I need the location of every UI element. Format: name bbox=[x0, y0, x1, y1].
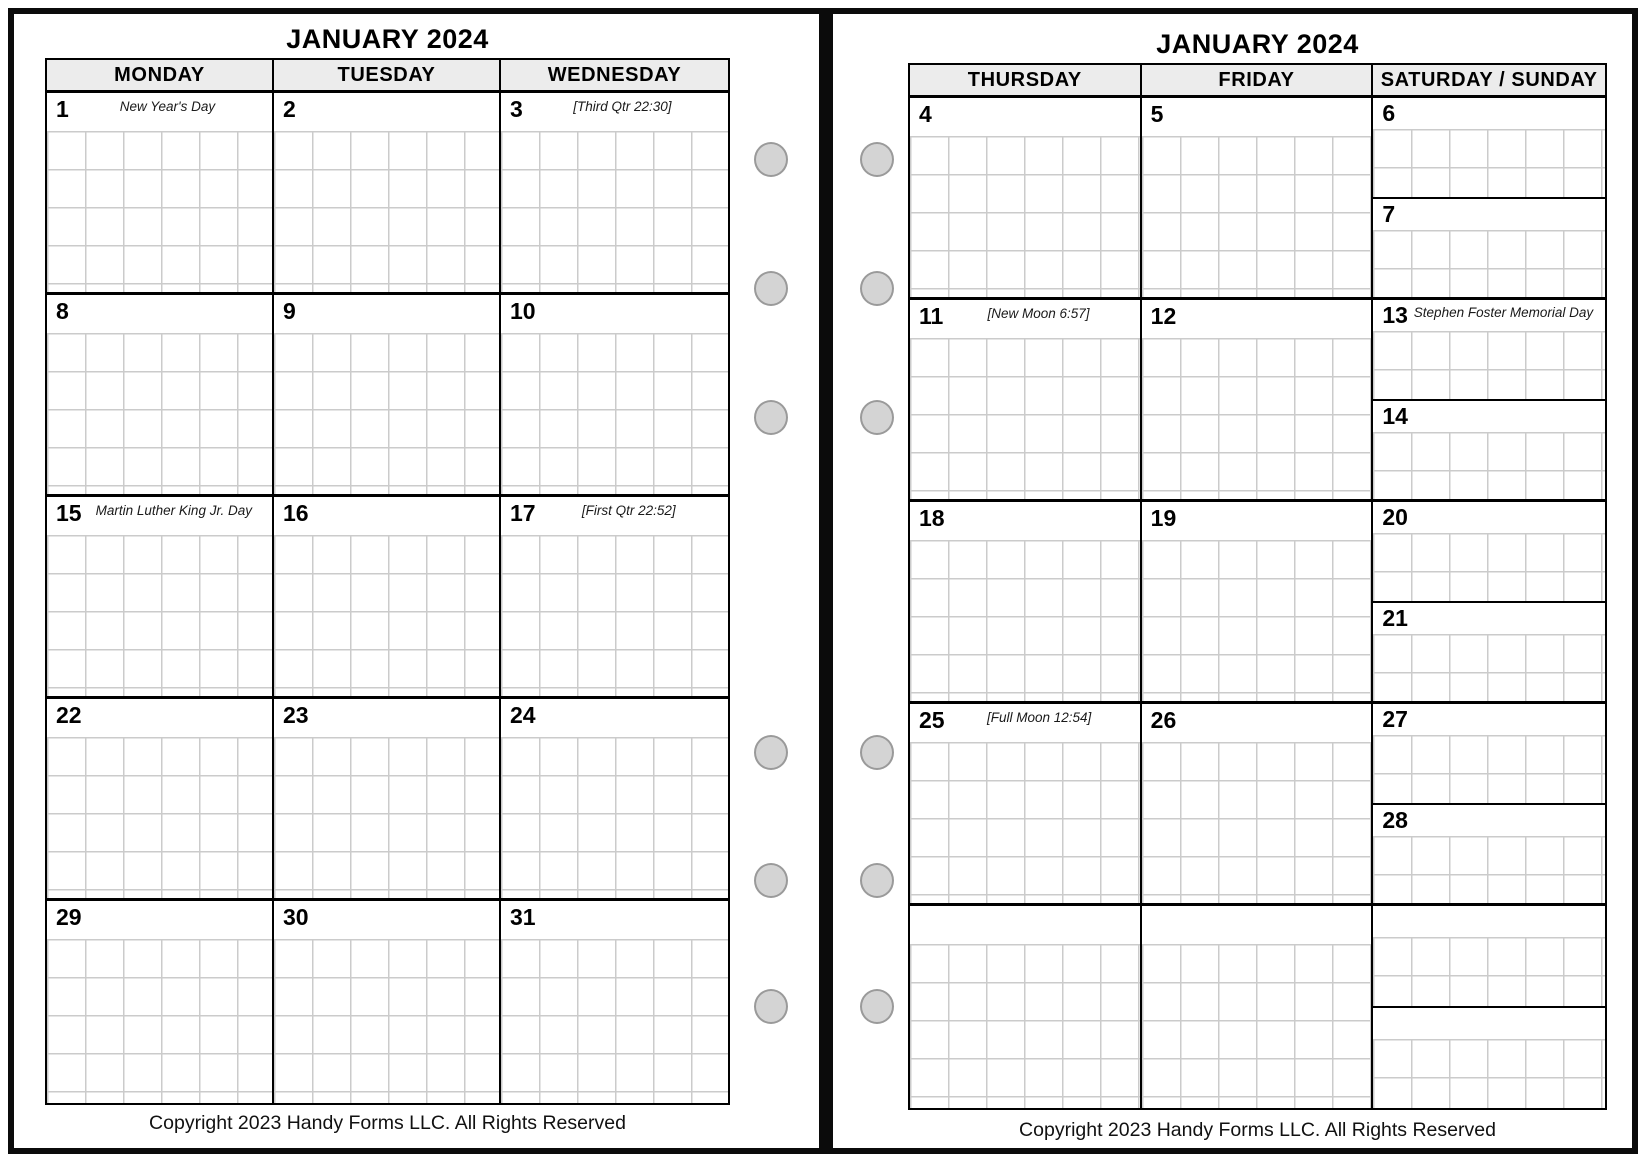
satsun-cell bbox=[1373, 906, 1605, 1108]
day-cell bbox=[1142, 300, 1374, 502]
grid-area bbox=[910, 742, 1140, 903]
day-cell bbox=[910, 502, 1142, 704]
day-number: 1 bbox=[56, 96, 69, 122]
day-cell bbox=[501, 901, 728, 1103]
copyright-line: Copyright 2023 Handy Forms LLC. All Rights Reserved bbox=[1019, 1119, 1496, 1141]
day-number: 24 bbox=[510, 702, 536, 728]
grid-area bbox=[274, 131, 499, 292]
binder-hole bbox=[860, 989, 894, 1024]
satsun-cell bbox=[1373, 704, 1605, 906]
grid-area bbox=[501, 737, 728, 898]
day-note bbox=[82, 699, 272, 705]
day-band bbox=[1373, 401, 1605, 432]
sunday-half bbox=[1373, 199, 1605, 298]
day-band bbox=[274, 93, 499, 131]
grid-area bbox=[274, 535, 499, 696]
day-note bbox=[1382, 1008, 1605, 1013]
day-number: 7 bbox=[1382, 200, 1396, 227]
day-band bbox=[274, 295, 499, 333]
day-number: 26 bbox=[1150, 707, 1177, 733]
grid-area bbox=[47, 939, 272, 1103]
day-note: Martin Luther King Jr. Day bbox=[95, 503, 252, 518]
day-number: 18 bbox=[919, 505, 945, 531]
binder-hole bbox=[860, 863, 894, 898]
day-note bbox=[536, 901, 728, 907]
day-note: [Third Qtr 22:30] bbox=[573, 99, 672, 114]
day-band bbox=[47, 93, 272, 131]
grid-area bbox=[910, 944, 1140, 1108]
day-band bbox=[1373, 906, 1605, 937]
day-band bbox=[501, 295, 728, 333]
grid-area bbox=[1142, 742, 1372, 903]
binder-hole bbox=[860, 142, 894, 177]
grid-area bbox=[1373, 129, 1605, 197]
day-band bbox=[1142, 98, 1372, 136]
day-band bbox=[501, 699, 728, 737]
day-band bbox=[1373, 1008, 1605, 1039]
day-number: 9 bbox=[283, 298, 296, 324]
grid-area bbox=[1373, 1039, 1605, 1108]
day-cell bbox=[1142, 906, 1374, 1108]
saturday-half bbox=[1373, 906, 1605, 1008]
day-note bbox=[536, 699, 728, 705]
day-number bbox=[1142, 906, 1151, 911]
day-note bbox=[1408, 805, 1605, 810]
grid-area bbox=[47, 535, 272, 696]
day-note: [Full Moon 12:54] bbox=[986, 710, 1092, 725]
day-number: 4 bbox=[919, 101, 932, 127]
day-cell bbox=[501, 93, 728, 295]
grid-area bbox=[1142, 944, 1372, 1108]
day-cell bbox=[910, 300, 1142, 502]
satsun-cell bbox=[1373, 98, 1605, 300]
day-note bbox=[1176, 300, 1371, 306]
day-band bbox=[1142, 704, 1372, 742]
day-number: 3 bbox=[510, 96, 523, 122]
grid-area bbox=[1142, 136, 1372, 297]
day-cell bbox=[47, 497, 274, 699]
day-number: 31 bbox=[510, 904, 536, 930]
day-note bbox=[932, 98, 1140, 104]
day-note bbox=[1382, 906, 1605, 911]
day-cell bbox=[47, 93, 274, 295]
day-number: 29 bbox=[56, 904, 82, 930]
grid-area bbox=[501, 939, 728, 1103]
day-band bbox=[1373, 98, 1605, 129]
binder-hole bbox=[860, 400, 894, 435]
day-band bbox=[1373, 502, 1605, 533]
day-number: 13 bbox=[1382, 302, 1408, 328]
sunday-half bbox=[1373, 603, 1605, 702]
grid-area bbox=[1373, 432, 1605, 500]
grid-area bbox=[501, 333, 728, 494]
day-band bbox=[501, 497, 728, 535]
day-number bbox=[1373, 1008, 1382, 1012]
day-cell bbox=[501, 699, 728, 901]
page-title: JANUARY 2024 bbox=[1156, 29, 1359, 59]
day-cell bbox=[47, 901, 274, 1103]
day-note bbox=[945, 502, 1140, 508]
day-band bbox=[1142, 300, 1372, 338]
grid-area bbox=[501, 535, 728, 696]
day-cell bbox=[1142, 98, 1374, 300]
day-band bbox=[47, 295, 272, 333]
day-band bbox=[1373, 300, 1605, 331]
saturday-half bbox=[1373, 98, 1605, 199]
page-left bbox=[13, 0, 819, 1166]
grid-area bbox=[1373, 735, 1605, 803]
day-number: 25 bbox=[919, 707, 945, 733]
day-number: 20 bbox=[1382, 504, 1408, 530]
day-note bbox=[309, 901, 499, 907]
weekday-header: TUESDAY bbox=[274, 60, 501, 93]
day-number: 2 bbox=[283, 96, 296, 122]
day-cell bbox=[274, 295, 501, 497]
sunday-half bbox=[1373, 401, 1605, 500]
day-number: 21 bbox=[1382, 604, 1408, 631]
grid-area bbox=[274, 333, 499, 494]
day-note bbox=[296, 93, 499, 99]
sunday-half bbox=[1373, 805, 1605, 904]
day-band bbox=[1373, 704, 1605, 735]
day-band bbox=[910, 98, 1140, 136]
grid-area bbox=[1373, 634, 1605, 702]
day-cell bbox=[501, 295, 728, 497]
day-cell bbox=[47, 295, 274, 497]
day-note bbox=[296, 295, 499, 301]
day-number: 19 bbox=[1150, 505, 1177, 531]
weekday-header: FRIDAY bbox=[1142, 65, 1374, 98]
day-note bbox=[536, 295, 728, 301]
day-note: [New Moon 6:57] bbox=[987, 306, 1090, 321]
binder-hole bbox=[754, 400, 788, 435]
day-note bbox=[1163, 98, 1371, 104]
day-band bbox=[1142, 502, 1372, 540]
day-note bbox=[309, 699, 499, 705]
day-note bbox=[1408, 502, 1605, 507]
day-band bbox=[1142, 906, 1372, 944]
day-cell bbox=[274, 699, 501, 901]
saturday-half bbox=[1373, 704, 1605, 805]
day-band bbox=[47, 497, 272, 535]
grid-area bbox=[274, 939, 499, 1103]
day-cell bbox=[274, 497, 501, 699]
day-cell bbox=[910, 98, 1142, 300]
day-number: 22 bbox=[56, 702, 82, 728]
satsun-cell bbox=[1373, 300, 1605, 502]
day-cell bbox=[274, 901, 501, 1103]
day-number: 6 bbox=[1382, 100, 1396, 126]
day-band bbox=[501, 901, 728, 939]
grid-area bbox=[910, 136, 1140, 297]
day-number: 11 bbox=[919, 303, 944, 329]
binder-hole bbox=[860, 271, 894, 306]
day-number: 15 bbox=[56, 500, 82, 526]
day-band bbox=[910, 300, 1140, 338]
day-band bbox=[274, 699, 499, 737]
copyright-line: Copyright 2023 Handy Forms LLC. All Rights Reserved bbox=[149, 1112, 626, 1134]
day-number: 14 bbox=[1382, 402, 1408, 429]
day-number bbox=[910, 906, 919, 911]
day-band bbox=[501, 93, 728, 131]
grid-area bbox=[501, 131, 728, 292]
day-cell bbox=[1142, 704, 1374, 906]
day-band bbox=[1373, 199, 1605, 230]
page-gutter-divider bbox=[819, 8, 833, 1154]
day-note: Stephen Foster Memorial Day bbox=[1413, 305, 1594, 320]
grid-area bbox=[910, 338, 1140, 499]
grid-area bbox=[1373, 331, 1605, 399]
day-note bbox=[1151, 906, 1372, 912]
saturday-half bbox=[1373, 502, 1605, 603]
day-note bbox=[1408, 704, 1605, 709]
day-note bbox=[69, 295, 272, 301]
binder-hole bbox=[754, 142, 788, 177]
grid-area bbox=[47, 333, 272, 494]
day-note bbox=[1395, 98, 1605, 103]
day-band bbox=[1373, 603, 1605, 634]
grid-area bbox=[1373, 937, 1605, 1006]
day-number: 23 bbox=[283, 702, 309, 728]
day-band bbox=[47, 699, 272, 737]
sunday-half bbox=[1373, 1008, 1605, 1108]
day-number bbox=[1373, 906, 1382, 910]
day-cell bbox=[274, 93, 501, 295]
day-number: 5 bbox=[1150, 101, 1164, 127]
day-note bbox=[309, 497, 499, 503]
grid-area bbox=[910, 540, 1140, 701]
day-band bbox=[274, 901, 499, 939]
binder-hole bbox=[860, 735, 894, 770]
binder-hole bbox=[754, 271, 788, 306]
day-note bbox=[919, 906, 1140, 912]
day-number: 30 bbox=[283, 904, 309, 930]
weekday-header: WEDNESDAY bbox=[501, 60, 728, 93]
day-number: 16 bbox=[283, 500, 309, 526]
weekday-header: THURSDAY bbox=[910, 65, 1142, 98]
day-note bbox=[1176, 502, 1371, 508]
satsun-cell bbox=[1373, 502, 1605, 704]
day-note bbox=[1176, 704, 1371, 710]
day-number: 12 bbox=[1150, 303, 1177, 329]
calendar-table bbox=[908, 63, 1607, 1110]
calendar-table bbox=[45, 58, 730, 1105]
day-number: 28 bbox=[1382, 806, 1408, 833]
day-note: [First Qtr 22:52] bbox=[581, 503, 676, 518]
binder-hole bbox=[754, 863, 788, 898]
day-band bbox=[47, 901, 272, 939]
day-cell bbox=[1142, 502, 1374, 704]
page-right bbox=[832, 0, 1644, 1166]
day-note bbox=[1408, 603, 1605, 608]
day-number: 10 bbox=[510, 298, 536, 324]
day-band bbox=[1373, 805, 1605, 836]
binder-hole bbox=[754, 989, 788, 1024]
day-band bbox=[910, 704, 1140, 742]
saturday-half bbox=[1373, 300, 1605, 401]
grid-area bbox=[47, 737, 272, 898]
day-cell bbox=[910, 906, 1142, 1108]
day-band bbox=[910, 502, 1140, 540]
day-band bbox=[910, 906, 1140, 944]
day-note bbox=[1395, 199, 1605, 204]
day-number: 8 bbox=[56, 298, 69, 324]
day-note bbox=[82, 901, 272, 907]
weekday-header: MONDAY bbox=[47, 60, 274, 93]
grid-area bbox=[1373, 836, 1605, 904]
day-number: 27 bbox=[1382, 706, 1408, 732]
grid-area bbox=[274, 737, 499, 898]
grid-area bbox=[1142, 540, 1372, 701]
day-number: 17 bbox=[510, 500, 536, 526]
grid-area bbox=[47, 131, 272, 292]
binder-hole bbox=[754, 735, 788, 770]
grid-area bbox=[1373, 230, 1605, 298]
day-cell bbox=[47, 699, 274, 901]
day-note: New Year's Day bbox=[119, 99, 216, 114]
grid-area bbox=[1142, 338, 1372, 499]
page-title: JANUARY 2024 bbox=[286, 24, 489, 54]
day-band bbox=[274, 497, 499, 535]
day-cell bbox=[910, 704, 1142, 906]
weekday-header: SATURDAY / SUNDAY bbox=[1373, 65, 1605, 98]
day-cell bbox=[501, 497, 728, 699]
day-note bbox=[1408, 401, 1605, 406]
grid-area bbox=[1373, 533, 1605, 601]
